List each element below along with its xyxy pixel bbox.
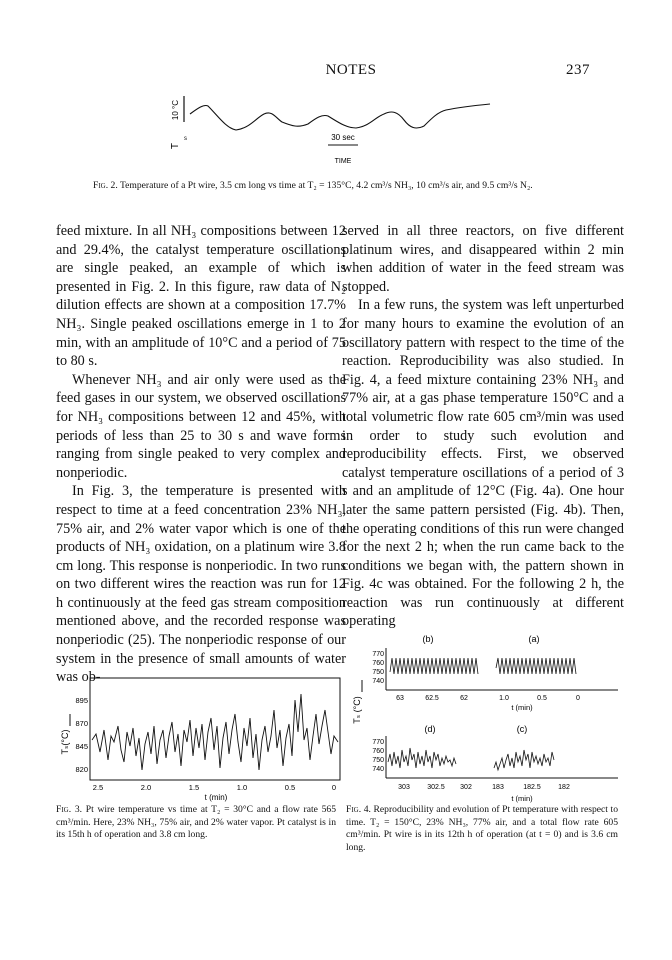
fig4-top-x-ticks [396, 695, 580, 702]
fig3-y-tick: 895 [75, 696, 88, 705]
fig2-y-label: T [170, 142, 181, 150]
fig4-trace-a [496, 658, 576, 674]
running-title: NOTES [325, 62, 377, 78]
fig4-trace-d [388, 748, 456, 768]
fig3-x-tick: 0.5 [284, 783, 296, 792]
fig3-x-tick: 0 [331, 783, 337, 792]
fig4-bottom-y-ticks [372, 739, 384, 773]
fig4-y-tick: 740 [372, 678, 384, 685]
fig4-x-tick: 0.5 [537, 695, 547, 702]
fig4-y-tick: 760 [372, 660, 384, 667]
figure-2-caption [93, 180, 583, 193]
fig4-y-tick: 750 [372, 669, 384, 676]
fig4-y-tick: 760 [372, 748, 384, 755]
fig4-panel-label-b: (b) [422, 634, 434, 644]
fig3-y-tick: 845 [75, 742, 88, 751]
fig3-y-tick: 870 [75, 719, 88, 728]
fig3-caption-label: Fig. 3. [56, 804, 83, 815]
figure-3-caption [56, 804, 336, 842]
figure-4-caption [346, 804, 618, 854]
fig4-x-tick: 0 [576, 695, 580, 702]
fig3-y-tick: 820 [75, 765, 88, 774]
left-paragraph-3: In Fig. 3, the temperature is presented with respect to time at a feed concentration 23% NH₃, 75% air, and 2% water vapor which is one of the products of NH₃ oxidation, on a platinum wire 3.8 cm long. This response is nonperiodic. In two runs on two different wires the reaction was run for 12 h continuously at the feed gas stream composition mentioned above, and the recorded response was nonperiodic (25). The nonperiodic response of our system in the presence of small amounts of water was ob- [56, 483, 346, 686]
fig3-x-tick: 1.0 [236, 783, 248, 792]
fig3-temperature-trace [92, 694, 338, 770]
fig4-x-tick: 183 [492, 784, 504, 791]
fig4-x-tick: 63 [396, 695, 404, 702]
figure-2-plot [160, 88, 520, 172]
fig4-x-tick: 182 [558, 784, 570, 791]
fig4-top-y-ticks [372, 651, 384, 685]
fig4-trace-c [494, 750, 554, 770]
right-paragraph-2: In a few runs, the system was left unperturbed for many hours to examine the evolution of an oscillatory pattern with respect to the time of the reaction. Reproducibility was also studied. In Fig. 4, a feed mixture containing 23% NH₃ and 77% air, at a gas phase temperature 150°C and a total volumetric flow rate 605 cm³/min was used in order to study such evolution and reproducibility effects. First, we observed catalyst temperature oscillations of a period of 3 s and an amplitude of 12°C (Fig. 4a). One hour later the same pattern persisted (Fig. 4b). Then, the operating conditions of this run were changed for the next 2 h; when the run came back to the conditions we began with, the pattern shown in Fig. 4c was obtained. For the following 2 h, the reaction was run continuously at different operating [342, 297, 624, 630]
fig3-x-label: t (min) [204, 793, 228, 802]
left-paragraph-2: Whenever NH₃ and air only were used as the feed gases in our system, we observed oscillations for NH₃ compositions between 12 and 45%, with periods of less than 25 to 30 s and wave forms ranging from single peaked to very complex and nonperiodic. [56, 371, 346, 481]
fig4-panel-label-d: (d) [424, 724, 436, 734]
fig3-x-tick: 1.5 [188, 783, 200, 792]
fig4-caption-text: Reproducibility and evolution of Pt temperature with respect to time. T₂ = 150°C, 23% NH₃, 77% air, and a total flow rate 605 cm³/min. Pt wire is in its 12th h of operation (at t = 0) and is 3.6 cm long. [346, 804, 618, 853]
fig2-temperature-trace [190, 104, 490, 130]
fig4-y-tick: 770 [372, 739, 384, 746]
fig2-caption-label: Fig. 2. [93, 180, 118, 191]
page-number: 237 [566, 62, 590, 78]
fig4-caption-label: Fig. 4. [346, 804, 371, 815]
fig4-x-tick: 1.0 [499, 695, 509, 702]
fig4-x-tick: 303 [398, 784, 410, 791]
fig4-x-tick: 182.5 [523, 784, 541, 791]
fig3-y-ticks [75, 696, 88, 774]
fig4-panel-label-c: (c) [516, 724, 528, 734]
fig2-y-sub: s [184, 136, 187, 142]
fig4-trace-b [390, 658, 478, 674]
fig4-x-tick: 62 [460, 695, 468, 702]
fig4-top-x-label: t (min) [511, 703, 533, 712]
left-paragraph-1: feed mixture. In all NH₃ compositions between 12 and 29.4%, the catalyst temperature oscillations are single peaked, an example of which is presented in Fig. 2. In this figure, raw data of N₂ dilution effects are shown at a composition 17.7% NH₃. Single peaked oscillations emerge in 1 to 2 min, with an amplitude of 10°C and a period of 75 to 80 s. [56, 223, 346, 370]
fig4-y-tick: 750 [372, 757, 384, 764]
fig4-x-tick: 302.5 [427, 784, 445, 791]
fig3-x-tick: 2.0 [140, 783, 152, 792]
right-paragraph-1: served in all three reactors, on five different platinum wires, and disappeared within 2 min when addition of water in the feed stream was stopped. [342, 223, 624, 295]
fig3-x-tick: 2.5 [92, 783, 104, 792]
fig4-y-tick: 740 [372, 766, 384, 773]
fig4-bottom-x-ticks [398, 784, 570, 791]
fig3-x-ticks [93, 783, 336, 792]
figure-4-plot [346, 628, 626, 808]
right-column [342, 222, 624, 631]
fig4-panel-label-a: (a) [528, 634, 540, 644]
fig2-time-bar-label: 30 sec [331, 133, 355, 142]
fig4-y-tick: 770 [372, 651, 384, 658]
figure-3-plot [56, 670, 346, 802]
fig4-y-label: Tₛ (°C) [352, 696, 362, 724]
fig2-x-label: TIME [334, 158, 352, 165]
fig3-caption-text: Pt wire temperature vs time at T₂ = 30°C and a flow rate 565 cm³/min. Here, 23% NH₃, 75% air, and 2% water vapor. Pt catalyst is in its 15th h of operation and 3.8 cm long. [56, 804, 337, 841]
fig3-frame [90, 678, 340, 780]
fig4-x-tick: 62.5 [425, 695, 439, 702]
fig4-x-tick: 302 [460, 784, 472, 791]
fig3-y-label: Tₛ(°C) [60, 729, 70, 755]
fig2-scale-label: 10 °C [171, 99, 180, 121]
left-column [56, 222, 346, 687]
fig4-bottom-x-label: t (min) [511, 794, 533, 803]
fig2-caption-text: Temperature of a Pt wire, 3.5 cm long vs time at T₂ = 135°C, 4.2 cm³/s NH₃, 10 cm³/s air, and 9.5 cm³/s N₂. [119, 180, 533, 191]
